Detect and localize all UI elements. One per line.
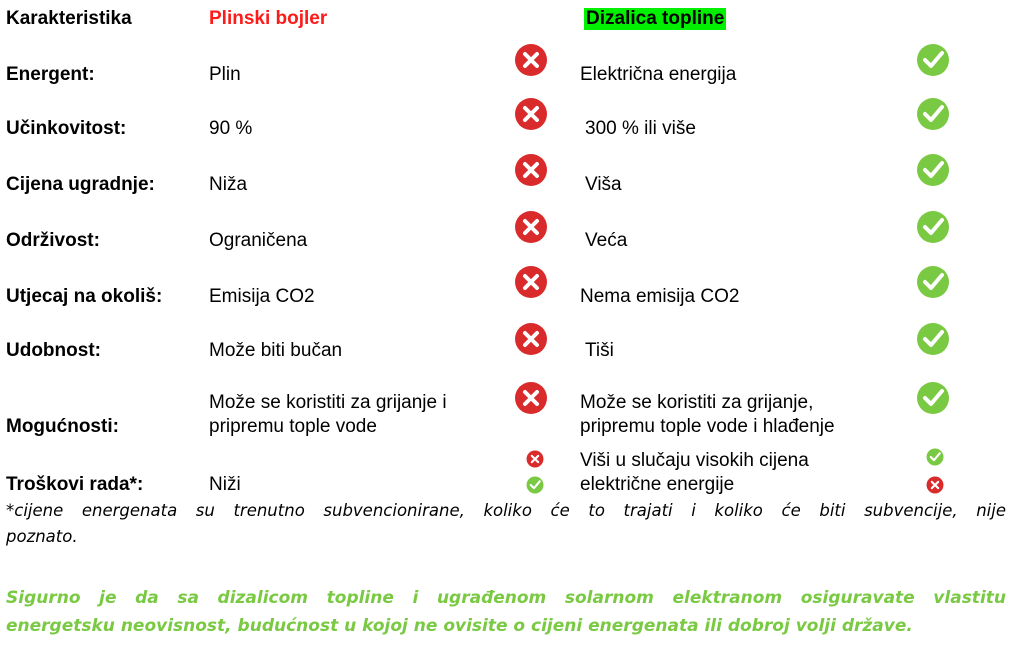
header-heat-pump: Dizalica topline [586, 8, 725, 29]
row-label-energent: Energent: [6, 64, 95, 85]
row-label-running-costs: Troškovi rada*: [6, 474, 144, 495]
hp-value-efficiency: 300 % ili više [585, 118, 696, 139]
check-circle-icon [916, 153, 950, 187]
conclusion-line1: Sigurno je da sa dizalicom topline i ugrađenom solarnom elektranom osiguravate vlastitu [6, 588, 1006, 608]
row-label-sustainability: Održivost: [6, 230, 100, 251]
gas-value-environment: Emisija CO2 [209, 286, 315, 307]
x-circle-icon [514, 43, 548, 77]
gas-value-install-price: Niža [209, 174, 248, 195]
footnote-line2: poznato. [6, 527, 78, 546]
check-circle-icon [916, 43, 950, 77]
hp-value-comfort: Tiši [585, 340, 614, 361]
x-circle-icon [926, 476, 944, 494]
row-label-environment: Utjecaj na okoliš: [6, 286, 163, 307]
check-circle-icon [916, 265, 950, 299]
x-circle-icon [514, 381, 548, 415]
footnote-line1: *cijene energenata su trenutno subvencionirane, koliko će to trajati i koliko će biti subvencije, nije [6, 501, 1006, 520]
hp-value-sustainability: Veća [585, 230, 628, 251]
gas-value-comfort: Može biti bučan [209, 340, 343, 361]
gas-value-running-costs: Niži [209, 474, 241, 495]
check-circle-icon [916, 97, 950, 131]
hp-value-install-price: Viša [585, 174, 622, 195]
x-circle-icon [514, 265, 548, 299]
gas-value-capabilities-line2: pripremu tople vode [209, 416, 377, 437]
check-circle-icon [916, 381, 950, 415]
hp-value-energent: Električna energija [580, 64, 737, 85]
x-circle-icon [514, 97, 548, 131]
hp-value-running-costs-line1: Viši u slučaju visokih cijena [580, 450, 809, 471]
x-circle-icon [514, 210, 548, 244]
check-circle-icon [916, 210, 950, 244]
check-circle-icon [926, 448, 944, 466]
header-characteristic: Karakteristika [6, 8, 132, 29]
row-label-capabilities: Mogućnosti: [6, 416, 119, 437]
row-label-comfort: Udobnost: [6, 340, 101, 361]
hp-value-capabilities-line1: Može se koristiti za grijanje, [580, 392, 814, 413]
hp-value-running-costs-line2: električne energije [580, 474, 735, 495]
gas-value-energent: Plin [209, 64, 241, 85]
gas-value-sustainability: Ograničena [209, 230, 308, 251]
row-label-efficiency: Učinkovitost: [6, 118, 127, 139]
hp-value-capabilities-line2: pripremu tople vode i hlađenje [580, 416, 835, 437]
row-label-install-price: Cijena ugradnje: [6, 174, 155, 195]
hp-value-environment: Nema emisija CO2 [580, 286, 740, 307]
gas-value-capabilities-line1: Može se koristiti za grijanje i [209, 392, 447, 413]
header-gas-boiler: Plinski bojler [209, 8, 328, 29]
gas-value-efficiency: 90 % [209, 118, 253, 139]
conclusion-line2: energetsku neovisnost, budućnost u kojoj ne ovisite o cijeni energenata ili dobroj volji države. [6, 616, 913, 636]
x-circle-icon [526, 450, 544, 468]
x-circle-icon [514, 322, 548, 356]
check-circle-icon [526, 476, 544, 494]
x-circle-icon [514, 153, 548, 187]
check-circle-icon [916, 322, 950, 356]
